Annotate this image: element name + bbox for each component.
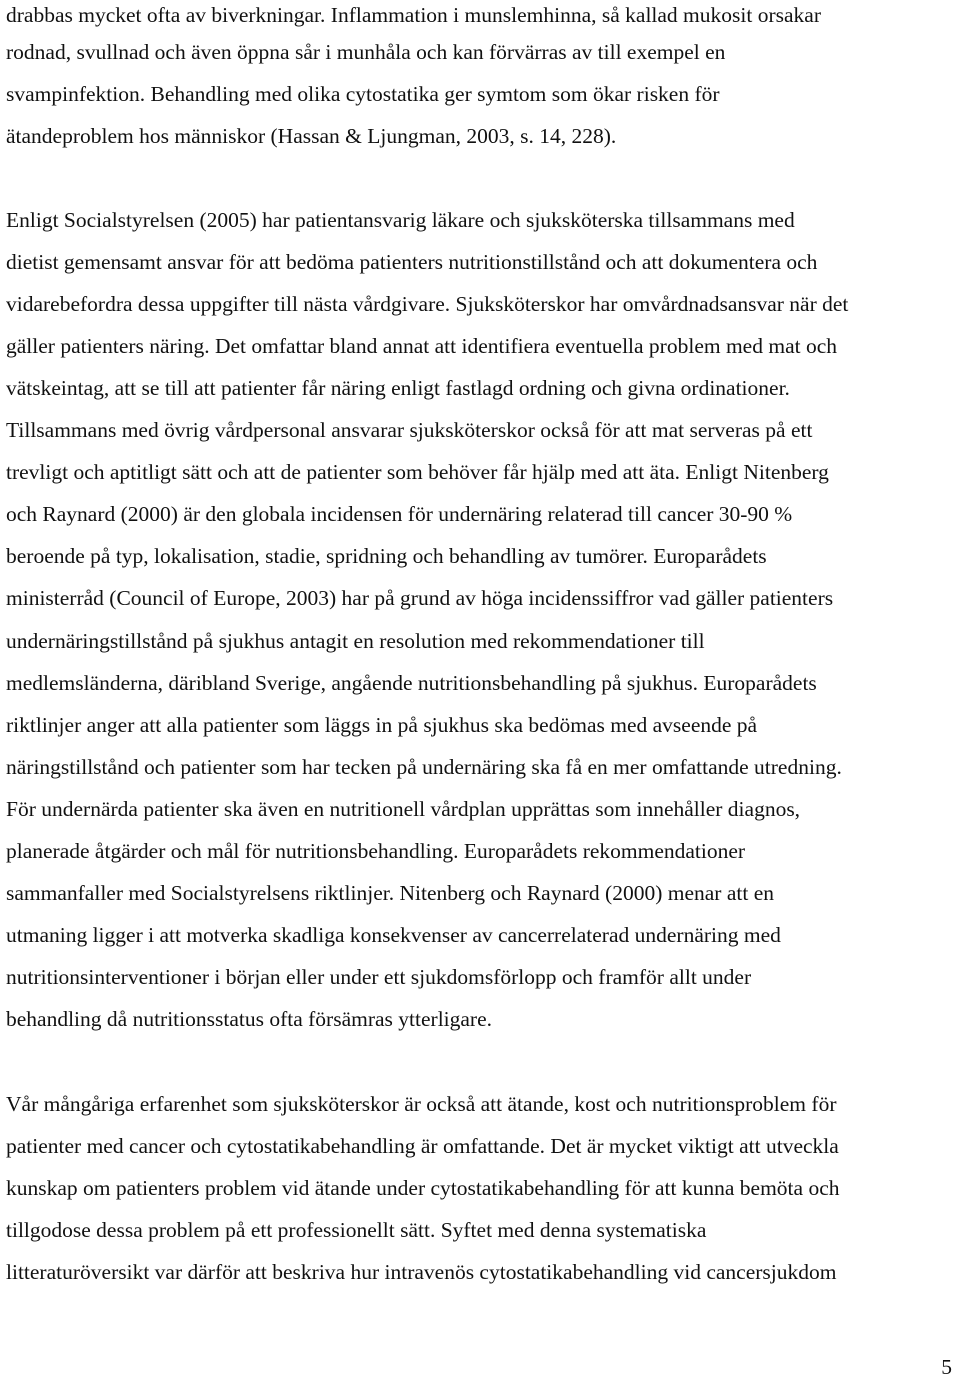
text-line: patienter med cancer och cytostatikabehandling är omfattande. Det är mycket viktigt att utveckla xyxy=(6,1134,839,1158)
text-line: trevligt och aptitligt sätt och att de patienter som behöver får hjälp med att äta. Enligt Nitenberg xyxy=(6,460,829,484)
text-line: svampinfektion. Behandling med olika cytostatika ger symtom som ökar risken för xyxy=(6,82,720,106)
text-line: riktlinjer anger att alla patienter som läggs in på sjukhus ska bedömas med avseende på xyxy=(6,713,758,737)
text-line: näringstillstånd och patienter som har tecken på undernäring ska få en mer omfattande utredning. xyxy=(6,755,842,779)
page-number: 5 xyxy=(941,1355,952,1379)
text-line: nutritionsinterventioner i början eller under ett sjukdomsförlopp och framför allt under xyxy=(6,965,752,989)
text-line: tillgodose dessa problem på ett professionellt sätt. Syftet med denna systematiska xyxy=(6,1218,707,1242)
text-line: ätandeproblem hos människor (Hassan & Ljungman, 2003, s. 14, 228). xyxy=(6,124,617,148)
text-line: ministerråd (Council of Europe, 2003) har på grund av höga incidenssiffror vad gäller patienters xyxy=(6,586,834,610)
text-line: rodnad, svullnad och även öppna sår i munhåla och kan förvärras av till exempel en xyxy=(6,40,726,64)
text-line: medlemsländerna, däribland Sverige, angående nutritionsbehandling på sjukhus. Europarådets xyxy=(6,671,817,695)
text-line: behandling då nutritionsstatus ofta försämras ytterligare. xyxy=(6,1007,493,1031)
text-line: sammanfaller med Socialstyrelsens riktlinjer. Nitenberg och Raynard (2000) menar att en xyxy=(6,881,774,905)
text-line: och Raynard (2000) är den globala incidensen för undernäring relaterad till cancer 30-90 % xyxy=(6,502,793,526)
text-line: Tillsammans med övrig vårdpersonal ansvarar sjuksköterskor också för att mat serveras på ett xyxy=(6,418,813,442)
text-line: planerade åtgärder och mål för nutritionsbehandling. Europarådets rekommendationer xyxy=(6,839,746,863)
text-line: drabbas mycket ofta av biverkningar. Inflammation i munslemhinna, så kallad mukosit orsakar xyxy=(6,3,821,27)
text-line: beroende på typ, lokalisation, stadie, spridning och behandling av tumörer. Europarådets xyxy=(6,544,767,568)
text-line: Enligt Socialstyrelsen (2005) har patientansvarig läkare och sjuksköterska tillsammans med xyxy=(6,208,795,232)
text-line: undernäringstillstånd på sjukhus antagit en resolution med rekommendationer till xyxy=(6,629,705,653)
text-line: kunskap om patienters problem vid ätande under cytostatikabehandling för att kunna bemöta och xyxy=(6,1176,840,1200)
text-line: dietist gemensamt ansvar för att bedöma patienters nutritionstillstånd och att dokumentera och xyxy=(6,250,818,274)
text-line: gäller patienters näring. Det omfattar bland annat att identifiera eventuella problem med mat och xyxy=(6,334,838,358)
text-line: vätskeintag, att se till att patienter får näring enligt fastlagd ordning och givna ordinationer. xyxy=(6,376,790,400)
text-line: Vår mångåriga erfarenhet som sjuksköterskor är också att ätande, kost och nutritionsproblem för xyxy=(6,1092,837,1116)
text-line: utmaning ligger i att motverka skadliga konsekvenser av cancerrelaterad undernäring med xyxy=(6,923,781,947)
text-line: vidarebefordra dessa uppgifter till nästa vårdgivare. Sjuksköterskor har omvårdnadsansvar när det xyxy=(6,292,849,316)
text-line: litteraturöversikt var därför att beskriva hur intravenös cytostatikabehandling vid cancersjukdom xyxy=(6,1260,837,1284)
text-line: För undernärda patienter ska även en nutritionell vårdplan upprättas som innehåller diagnos, xyxy=(6,797,801,821)
